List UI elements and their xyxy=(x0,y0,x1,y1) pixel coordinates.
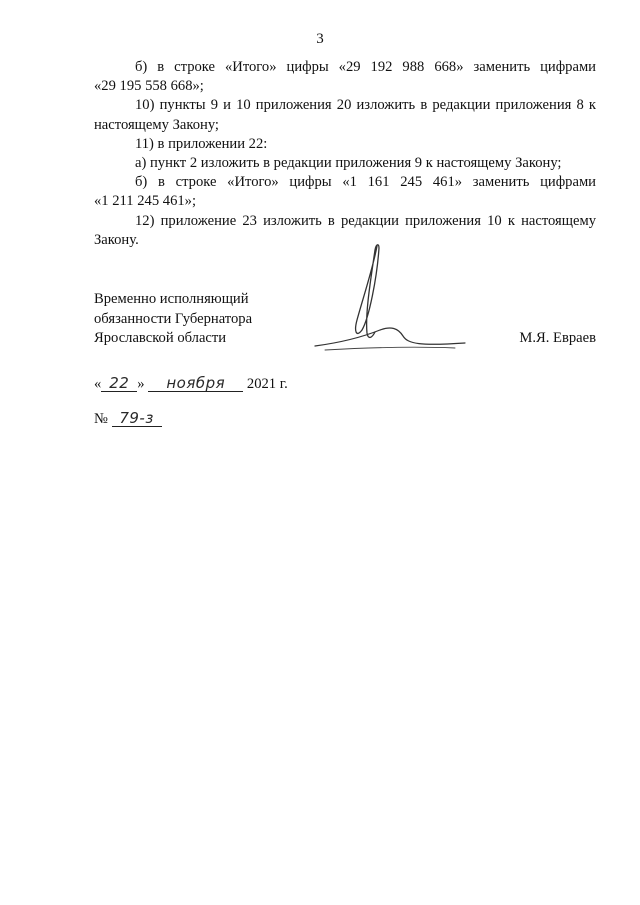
document-body xyxy=(94,58,596,250)
date-open-quote: « xyxy=(94,376,102,392)
paragraph-line: «29 195 558 668»; xyxy=(94,78,204,95)
signer-title-line: Ярославской области xyxy=(94,330,227,346)
signer-title xyxy=(94,290,252,349)
paragraph-12: 12) приложение 23 изложить в редакции приложения 10 к настоящему Закону. xyxy=(94,212,596,248)
paragraph-11: 11) в приложении 22: xyxy=(135,135,268,152)
paragraph-line: «1 211 245 461»; xyxy=(94,193,197,210)
paragraph-b-itogo-1 xyxy=(94,58,596,96)
paragraph-line: б) в строке «Итого» цифры «29 192 988 668» заменить цифрами xyxy=(135,59,596,75)
signing-date xyxy=(94,375,288,394)
number-sign: № xyxy=(94,411,108,427)
date-day: 22 xyxy=(101,375,137,392)
page-number: 3 xyxy=(316,31,324,47)
paragraph-a: а) пункт 2 изложить в редакции приложения 9 к настоящему Закону; xyxy=(135,155,562,172)
document-number-value: 79-з xyxy=(112,410,162,427)
paragraph-line: б) в строке «Итого» цифры «1 161 245 461» заменить цифрами xyxy=(135,174,596,191)
document-number xyxy=(94,410,162,429)
signer-name: М.Я. Евраев xyxy=(519,330,596,346)
date-year: 2021 г. xyxy=(246,376,288,392)
paragraph-b-itogo-2 xyxy=(94,173,596,211)
signer-title-line: Временно исполняющий xyxy=(94,291,249,307)
date-month: ноября xyxy=(148,375,243,392)
date-close-quote: » xyxy=(137,376,145,392)
handwritten-signature xyxy=(305,238,475,363)
paragraph-10: 10) пункты 9 и 10 приложения 20 изложить в редакции приложения 8 к настоящему Закону; xyxy=(94,97,596,133)
signer-title-line: обязанности Губернатора xyxy=(94,310,253,327)
